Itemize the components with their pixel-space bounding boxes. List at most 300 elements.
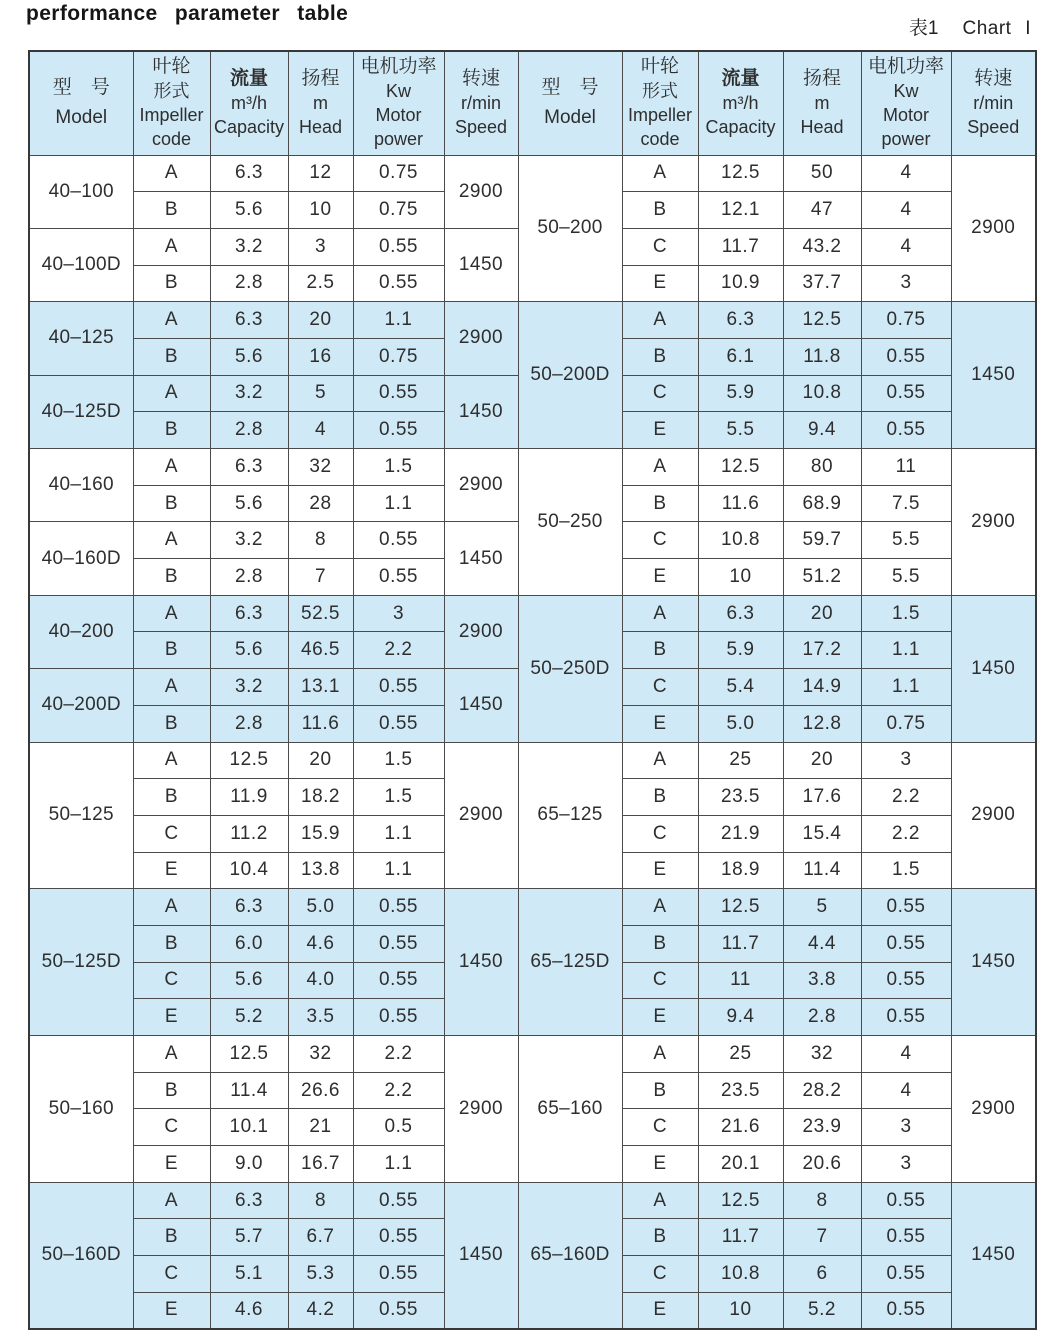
- cell-speed-left: 1450: [444, 669, 518, 742]
- cell-head-left: 12: [288, 155, 353, 192]
- cell-capacity-right: 6.3: [698, 595, 783, 632]
- cell-impeller-code-left: B: [133, 485, 210, 522]
- cell-motor-power-left: 0.75: [353, 192, 444, 229]
- cell-capacity-left: 12.5: [210, 742, 288, 779]
- cell-impeller-code-left: A: [133, 522, 210, 559]
- cell-head-right: 6: [783, 1256, 861, 1293]
- cell-capacity-left: 6.3: [210, 449, 288, 486]
- cell-motor-power-left: 2.2: [353, 632, 444, 669]
- cell-motor-power-left: 0.55: [353, 1219, 444, 1256]
- cell-capacity-left: 2.8: [210, 412, 288, 449]
- cell-speed-right: 2900: [951, 742, 1036, 889]
- cell-head-left: 8: [288, 1182, 353, 1219]
- cell-impeller-code-left: A: [133, 1036, 210, 1073]
- cell-head-left: 5.0: [288, 889, 353, 926]
- cell-motor-power-right: 5.5: [861, 559, 951, 596]
- cell-head-left: 4.0: [288, 962, 353, 999]
- cell-impeller-code-left: B: [133, 1219, 210, 1256]
- cell-speed-left: 1450: [444, 228, 518, 301]
- cell-head-right: 5: [783, 889, 861, 926]
- cell-capacity-right: 25: [698, 742, 783, 779]
- cell-motor-power-left: 1.1: [353, 485, 444, 522]
- cell-head-right: 2.8: [783, 999, 861, 1036]
- cell-impeller-code-left: C: [133, 962, 210, 999]
- cell-capacity-left: 2.8: [210, 559, 288, 596]
- cell-impeller-code-left: B: [133, 632, 210, 669]
- cell-capacity-left: 4.6: [210, 1292, 288, 1329]
- cell-capacity-right: 18.9: [698, 852, 783, 889]
- cell-capacity-left: 3.2: [210, 522, 288, 559]
- header-speed-right: 转速 r/min Speed: [951, 51, 1036, 155]
- cell-motor-power-left: 0.55: [353, 1182, 444, 1219]
- table-row: [29, 1182, 1036, 1219]
- cell-head-left: 28: [288, 485, 353, 522]
- cell-motor-power-right: 0.75: [861, 302, 951, 339]
- cell-impeller-code-left: A: [133, 595, 210, 632]
- cell-impeller-code-left: B: [133, 412, 210, 449]
- cell-impeller-code-left: B: [133, 779, 210, 816]
- cell-impeller-code-right: B: [622, 632, 698, 669]
- cell-impeller-code-left: A: [133, 375, 210, 412]
- cell-capacity-right: 11.7: [698, 925, 783, 962]
- cell-head-left: 16.7: [288, 1146, 353, 1183]
- cell-speed-left: 2900: [444, 595, 518, 668]
- cell-motor-power-left: 2.2: [353, 1072, 444, 1109]
- table-caption-en: Chart I: [962, 18, 1031, 39]
- cell-motor-power-left: 0.55: [353, 412, 444, 449]
- cell-impeller-code-left: C: [133, 815, 210, 852]
- cell-head-right: 11.4: [783, 852, 861, 889]
- table-head: [29, 51, 1036, 155]
- cell-impeller-code-left: B: [133, 338, 210, 375]
- cell-impeller-code-right: C: [622, 375, 698, 412]
- cell-model-left: 40–200D: [29, 669, 133, 742]
- cell-motor-power-right: 11: [861, 449, 951, 486]
- cell-head-left: 5: [288, 375, 353, 412]
- cell-motor-power-right: 4: [861, 155, 951, 192]
- cell-capacity-right: 5.5: [698, 412, 783, 449]
- cell-head-left: 8: [288, 522, 353, 559]
- cell-motor-power-left: 1.5: [353, 742, 444, 779]
- cell-motor-power-left: 1.5: [353, 449, 444, 486]
- cell-motor-power-left: 0.55: [353, 559, 444, 596]
- cell-capacity-right: 12.1: [698, 192, 783, 229]
- cell-motor-power-left: 0.75: [353, 155, 444, 192]
- cell-speed-left: 2900: [444, 449, 518, 522]
- cell-impeller-code-right: C: [622, 522, 698, 559]
- page-header: [28, 0, 1035, 50]
- cell-capacity-right: 11: [698, 962, 783, 999]
- cell-head-right: 10.8: [783, 375, 861, 412]
- cell-capacity-right: 21.9: [698, 815, 783, 852]
- cell-motor-power-right: 4: [861, 1036, 951, 1073]
- cell-capacity-right: 10.9: [698, 265, 783, 302]
- cell-capacity-right: 5.9: [698, 375, 783, 412]
- cell-motor-power-right: 4: [861, 228, 951, 265]
- cell-motor-power-right: 0.55: [861, 1219, 951, 1256]
- cell-head-left: 16: [288, 338, 353, 375]
- cell-capacity-right: 12.5: [698, 449, 783, 486]
- cell-head-left: 26.6: [288, 1072, 353, 1109]
- cell-capacity-left: 5.6: [210, 962, 288, 999]
- cell-model-left: 50–125D: [29, 889, 133, 1036]
- cell-capacity-left: 11.4: [210, 1072, 288, 1109]
- cell-impeller-code-right: E: [622, 1146, 698, 1183]
- cell-capacity-right: 10: [698, 1292, 783, 1329]
- table-row: [29, 595, 1036, 632]
- cell-model-left: 40–125D: [29, 375, 133, 448]
- cell-model-right: 65–125: [518, 742, 622, 889]
- cell-motor-power-left: 0.55: [353, 925, 444, 962]
- cell-motor-power-left: 0.75: [353, 338, 444, 375]
- table-caption: [909, 13, 1031, 40]
- table-row: [29, 1036, 1036, 1073]
- cell-impeller-code-right: A: [622, 1182, 698, 1219]
- cell-motor-power-right: 0.55: [861, 338, 951, 375]
- cell-impeller-code-right: A: [622, 1036, 698, 1073]
- cell-impeller-code-right: E: [622, 999, 698, 1036]
- cell-capacity-left: 3.2: [210, 669, 288, 706]
- cell-speed-left: 2900: [444, 155, 518, 228]
- cell-impeller-code-left: B: [133, 705, 210, 742]
- cell-impeller-code-right: E: [622, 705, 698, 742]
- cell-capacity-left: 5.2: [210, 999, 288, 1036]
- cell-capacity-left: 12.5: [210, 1036, 288, 1073]
- cell-motor-power-right: 2.2: [861, 779, 951, 816]
- cell-impeller-code-right: E: [622, 265, 698, 302]
- cell-model-right: 50–200: [518, 155, 622, 302]
- cell-motor-power-right: 0.55: [861, 962, 951, 999]
- cell-head-left: 15.9: [288, 815, 353, 852]
- cell-impeller-code-right: A: [622, 889, 698, 926]
- cell-capacity-right: 12.5: [698, 155, 783, 192]
- table-row: [29, 302, 1036, 339]
- cell-capacity-left: 3.2: [210, 228, 288, 265]
- cell-motor-power-right: 5.5: [861, 522, 951, 559]
- cell-capacity-left: 5.6: [210, 485, 288, 522]
- cell-motor-power-left: 1.1: [353, 852, 444, 889]
- cell-impeller-code-right: B: [622, 1219, 698, 1256]
- cell-model-left: 40–125: [29, 302, 133, 375]
- cell-head-right: 9.4: [783, 412, 861, 449]
- cell-model-left: 40–100D: [29, 228, 133, 301]
- cell-head-left: 5.3: [288, 1256, 353, 1293]
- header-impeller-right: 叶轮 形式 Impeller code: [622, 51, 698, 155]
- cell-impeller-code-right: C: [622, 1109, 698, 1146]
- cell-speed-right: 2900: [951, 449, 1036, 596]
- cell-speed-left: 1450: [444, 1182, 518, 1329]
- cell-head-right: 50: [783, 155, 861, 192]
- table-body: [29, 155, 1036, 1329]
- cell-motor-power-right: 3: [861, 1146, 951, 1183]
- cell-capacity-right: 11.7: [698, 228, 783, 265]
- cell-capacity-left: 5.1: [210, 1256, 288, 1293]
- cell-head-right: 20: [783, 742, 861, 779]
- cell-impeller-code-right: C: [622, 228, 698, 265]
- cell-motor-power-right: 1.5: [861, 852, 951, 889]
- cell-head-left: 2.5: [288, 265, 353, 302]
- cell-capacity-right: 5.9: [698, 632, 783, 669]
- cell-motor-power-right: 0.55: [861, 999, 951, 1036]
- cell-speed-right: 1450: [951, 595, 1036, 742]
- cell-capacity-left: 10.1: [210, 1109, 288, 1146]
- cell-speed-left: 2900: [444, 302, 518, 375]
- cell-motor-power-left: 0.5: [353, 1109, 444, 1146]
- cell-head-left: 32: [288, 449, 353, 486]
- cell-head-left: 10: [288, 192, 353, 229]
- cell-impeller-code-left: B: [133, 925, 210, 962]
- cell-head-right: 4.4: [783, 925, 861, 962]
- cell-impeller-code-left: A: [133, 669, 210, 706]
- performance-parameter-table: [28, 50, 1037, 1330]
- cell-head-left: 20: [288, 302, 353, 339]
- cell-impeller-code-left: E: [133, 1292, 210, 1329]
- header-power-right: 电机功率 Kw Motor power: [861, 51, 951, 155]
- cell-motor-power-right: 1.1: [861, 669, 951, 706]
- cell-impeller-code-right: C: [622, 815, 698, 852]
- header-head-right: 扬程 m Head: [783, 51, 861, 155]
- cell-capacity-left: 9.0: [210, 1146, 288, 1183]
- cell-impeller-code-left: A: [133, 742, 210, 779]
- cell-head-left: 18.2: [288, 779, 353, 816]
- cell-model-left: 40–100: [29, 155, 133, 228]
- cell-motor-power-right: 3: [861, 265, 951, 302]
- cell-capacity-left: 5.7: [210, 1219, 288, 1256]
- cell-model-left: 40–200: [29, 595, 133, 668]
- cell-impeller-code-right: A: [622, 155, 698, 192]
- page-title: performance parameter table: [26, 2, 349, 25]
- cell-head-left: 13.8: [288, 852, 353, 889]
- cell-motor-power-right: 0.55: [861, 1182, 951, 1219]
- table-header-row: [29, 51, 1036, 155]
- cell-motor-power-right: 2.2: [861, 815, 951, 852]
- cell-model-right: 65–160D: [518, 1182, 622, 1329]
- cell-motor-power-right: 0.55: [861, 925, 951, 962]
- cell-model-right: 50–250D: [518, 595, 622, 742]
- cell-impeller-code-left: B: [133, 192, 210, 229]
- cell-motor-power-right: 3: [861, 1109, 951, 1146]
- cell-head-left: 4: [288, 412, 353, 449]
- cell-capacity-right: 6.1: [698, 338, 783, 375]
- cell-model-right: 50–200D: [518, 302, 622, 449]
- cell-impeller-code-left: A: [133, 889, 210, 926]
- cell-head-right: 20.6: [783, 1146, 861, 1183]
- cell-impeller-code-left: B: [133, 265, 210, 302]
- cell-motor-power-left: 0.55: [353, 375, 444, 412]
- cell-head-left: 52.5: [288, 595, 353, 632]
- cell-capacity-left: 6.3: [210, 1182, 288, 1219]
- cell-impeller-code-right: E: [622, 559, 698, 596]
- cell-motor-power-right: 1.1: [861, 632, 951, 669]
- cell-impeller-code-left: E: [133, 1146, 210, 1183]
- cell-motor-power-right: 0.55: [861, 375, 951, 412]
- cell-impeller-code-right: A: [622, 449, 698, 486]
- cell-head-right: 51.2: [783, 559, 861, 596]
- cell-speed-right: 2900: [951, 1036, 1036, 1183]
- cell-motor-power-left: 1.1: [353, 815, 444, 852]
- cell-capacity-right: 11.7: [698, 1219, 783, 1256]
- cell-speed-left: 1450: [444, 889, 518, 1036]
- cell-model-right: 65–125D: [518, 889, 622, 1036]
- table-row: [29, 449, 1036, 486]
- cell-model-right: 50–250: [518, 449, 622, 596]
- cell-head-right: 5.2: [783, 1292, 861, 1329]
- cell-capacity-right: 10.8: [698, 1256, 783, 1293]
- cell-head-right: 59.7: [783, 522, 861, 559]
- cell-impeller-code-right: B: [622, 338, 698, 375]
- cell-head-left: 46.5: [288, 632, 353, 669]
- cell-capacity-left: 5.6: [210, 632, 288, 669]
- cell-impeller-code-right: A: [622, 742, 698, 779]
- cell-impeller-code-left: C: [133, 1109, 210, 1146]
- cell-model-left: 40–160: [29, 449, 133, 522]
- cell-capacity-right: 9.4: [698, 999, 783, 1036]
- cell-model-left: 50–160: [29, 1036, 133, 1183]
- cell-motor-power-left: 1.1: [353, 1146, 444, 1183]
- table-row: [29, 889, 1036, 926]
- cell-capacity-right: 12.5: [698, 889, 783, 926]
- cell-motor-power-right: 0.55: [861, 889, 951, 926]
- cell-motor-power-left: 0.55: [353, 705, 444, 742]
- cell-head-right: 11.8: [783, 338, 861, 375]
- cell-head-right: 3.8: [783, 962, 861, 999]
- cell-head-right: 8: [783, 1182, 861, 1219]
- cell-impeller-code-right: C: [622, 669, 698, 706]
- cell-speed-left: 1450: [444, 522, 518, 595]
- cell-model-left: 50–125: [29, 742, 133, 889]
- header-head-left: 扬程 m Head: [288, 51, 353, 155]
- cell-capacity-right: 5.0: [698, 705, 783, 742]
- cell-model-left: 40–160D: [29, 522, 133, 595]
- cell-speed-left: 2900: [444, 742, 518, 889]
- cell-capacity-left: 6.3: [210, 302, 288, 339]
- cell-motor-power-right: 0.55: [861, 1292, 951, 1329]
- cell-impeller-code-right: C: [622, 1256, 698, 1293]
- cell-motor-power-left: 2.2: [353, 1036, 444, 1073]
- cell-motor-power-right: 1.5: [861, 595, 951, 632]
- cell-capacity-right: 11.6: [698, 485, 783, 522]
- cell-capacity-right: 5.4: [698, 669, 783, 706]
- cell-head-left: 20: [288, 742, 353, 779]
- cell-impeller-code-left: A: [133, 155, 210, 192]
- cell-head-right: 80: [783, 449, 861, 486]
- cell-head-left: 11.6: [288, 705, 353, 742]
- header-power-left: 电机功率 Kw Motor power: [353, 51, 444, 155]
- cell-impeller-code-right: B: [622, 485, 698, 522]
- cell-capacity-left: 2.8: [210, 265, 288, 302]
- cell-motor-power-left: 0.55: [353, 889, 444, 926]
- cell-impeller-code-right: C: [622, 962, 698, 999]
- header-impeller-left: 叶轮 形式 Impeller code: [133, 51, 210, 155]
- cell-capacity-left: 6.3: [210, 889, 288, 926]
- cell-head-right: 32: [783, 1036, 861, 1073]
- cell-motor-power-left: 1.5: [353, 779, 444, 816]
- cell-capacity-left: 5.6: [210, 192, 288, 229]
- cell-capacity-left: 5.6: [210, 338, 288, 375]
- cell-speed-right: 1450: [951, 889, 1036, 1036]
- cell-head-left: 13.1: [288, 669, 353, 706]
- cell-capacity-right: 6.3: [698, 302, 783, 339]
- cell-capacity-right: 23.5: [698, 779, 783, 816]
- table-caption-cn: 表1: [908, 18, 939, 39]
- cell-head-right: 15.4: [783, 815, 861, 852]
- cell-capacity-right: 23.5: [698, 1072, 783, 1109]
- cell-motor-power-right: 0.75: [861, 705, 951, 742]
- cell-motor-power-left: 0.55: [353, 228, 444, 265]
- cell-impeller-code-right: B: [622, 192, 698, 229]
- cell-capacity-left: 2.8: [210, 705, 288, 742]
- cell-speed-left: 2900: [444, 1036, 518, 1183]
- cell-head-left: 4.6: [288, 925, 353, 962]
- cell-impeller-code-left: B: [133, 559, 210, 596]
- cell-capacity-left: 10.4: [210, 852, 288, 889]
- cell-capacity-right: 10: [698, 559, 783, 596]
- cell-impeller-code-right: A: [622, 595, 698, 632]
- cell-capacity-left: 6.3: [210, 595, 288, 632]
- cell-head-left: 21: [288, 1109, 353, 1146]
- cell-motor-power-left: 0.55: [353, 999, 444, 1036]
- cell-head-right: 37.7: [783, 265, 861, 302]
- cell-motor-power-left: 0.55: [353, 962, 444, 999]
- cell-motor-power-right: 4: [861, 192, 951, 229]
- cell-head-right: 12.5: [783, 302, 861, 339]
- cell-capacity-right: 12.5: [698, 1182, 783, 1219]
- cell-head-left: 32: [288, 1036, 353, 1073]
- cell-head-left: 4.2: [288, 1292, 353, 1329]
- cell-motor-power-right: 0.55: [861, 1256, 951, 1293]
- cell-capacity-right: 21.6: [698, 1109, 783, 1146]
- cell-motor-power-left: 0.55: [353, 1256, 444, 1293]
- cell-impeller-code-left: A: [133, 228, 210, 265]
- cell-head-right: 28.2: [783, 1072, 861, 1109]
- header-capacity-right: 流量 m³/h Capacity: [698, 51, 783, 155]
- cell-capacity-right: 10.8: [698, 522, 783, 559]
- cell-head-right: 7: [783, 1219, 861, 1256]
- cell-speed-left: 1450: [444, 375, 518, 448]
- cell-impeller-code-left: E: [133, 852, 210, 889]
- cell-speed-right: 1450: [951, 302, 1036, 449]
- cell-head-left: 3.5: [288, 999, 353, 1036]
- header-model-left: 型 号 Model: [29, 51, 133, 155]
- cell-impeller-code-right: B: [622, 925, 698, 962]
- cell-head-right: 20: [783, 595, 861, 632]
- cell-motor-power-left: 0.55: [353, 522, 444, 559]
- cell-impeller-code-right: E: [622, 1292, 698, 1329]
- cell-impeller-code-right: A: [622, 302, 698, 339]
- cell-motor-power-right: 4: [861, 1072, 951, 1109]
- cell-impeller-code-right: B: [622, 779, 698, 816]
- cell-impeller-code-left: A: [133, 449, 210, 486]
- cell-impeller-code-right: E: [622, 412, 698, 449]
- cell-impeller-code-right: E: [622, 852, 698, 889]
- cell-impeller-code-left: C: [133, 1256, 210, 1293]
- cell-capacity-left: 11.9: [210, 779, 288, 816]
- table-row: [29, 155, 1036, 192]
- cell-capacity-left: 6.0: [210, 925, 288, 962]
- cell-capacity-left: 11.2: [210, 815, 288, 852]
- cell-motor-power-right: 0.55: [861, 412, 951, 449]
- cell-motor-power-right: 7.5: [861, 485, 951, 522]
- table-row: [29, 742, 1036, 779]
- cell-motor-power-left: 0.55: [353, 265, 444, 302]
- cell-head-right: 47: [783, 192, 861, 229]
- cell-motor-power-right: 3: [861, 742, 951, 779]
- cell-model-left: 50–160D: [29, 1182, 133, 1329]
- cell-model-right: 65–160: [518, 1036, 622, 1183]
- cell-impeller-code-left: A: [133, 302, 210, 339]
- cell-capacity-right: 20.1: [698, 1146, 783, 1183]
- cell-head-left: 7: [288, 559, 353, 596]
